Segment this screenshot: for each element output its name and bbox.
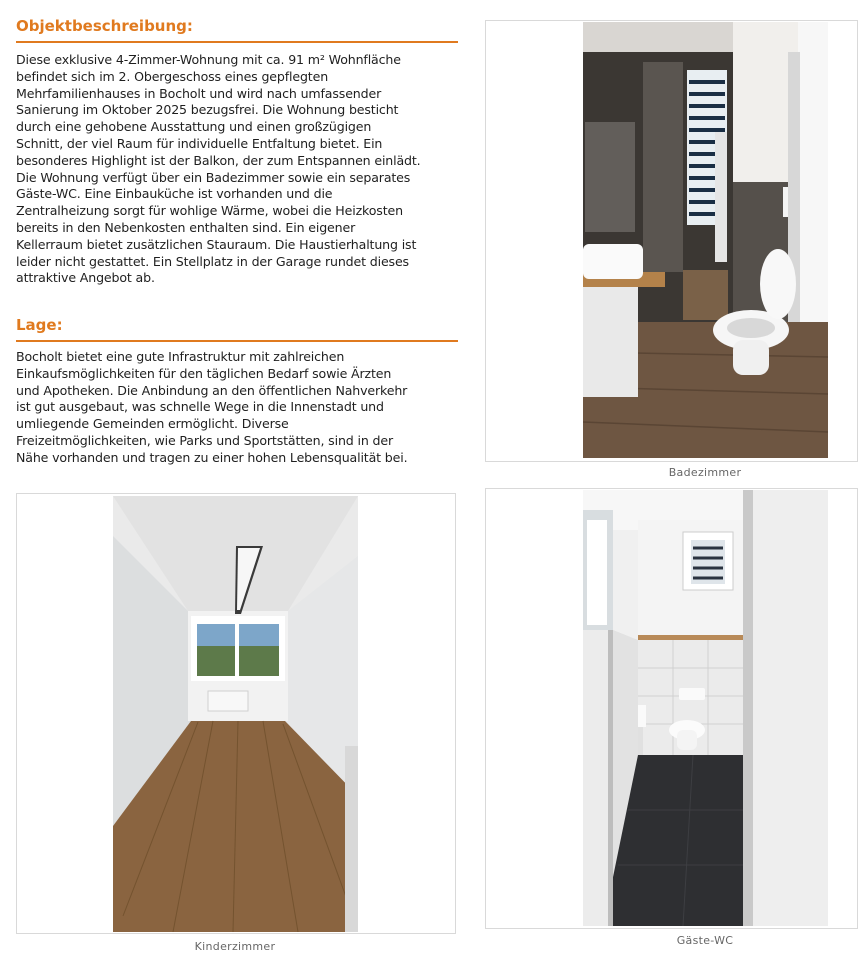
kids-room-photo [113, 496, 358, 932]
description-heading: Objektbeschreibung: [16, 17, 458, 43]
description-line: Kellerraum bietet zusätzlichen Stauraum. Die Haustierhaltung ist [16, 236, 417, 252]
location-line: Freizeitmöglichkeiten, wie Parks und Sportstätten, sind in der [16, 432, 393, 448]
description-line: Die Wohnung verfügt über ein Badezimmer sowie ein separates [16, 169, 411, 185]
description-line: bereits in den Nebenkosten enthalten sind. Ein eigener [16, 219, 356, 235]
description-line: Gäste-WC. Eine Einbauküche ist vorhanden und die [16, 186, 333, 202]
location-line: Nähe vorhanden und tragen zu einer hohen Lebensqualität bei. [16, 449, 408, 465]
description-line: Sanierung im Oktober 2025 bezugsfrei. Die Wohnung besticht [16, 102, 399, 118]
description-line: Diese exklusive 4-Zimmer-Wohnung mit ca. 91 m² Wohnfläche [16, 52, 401, 67]
description-line: besonderes Highlight ist der Balkon, der zum Entspannen einlädt. [16, 152, 421, 168]
location-line: umliegende Gemeinden ermöglicht. Diverse [16, 416, 289, 432]
location-line: Bocholt bietet eine gute Infrastruktur mit zahlreichen [16, 349, 345, 364]
bathroom-caption: Badezimmer [668, 466, 742, 479]
bathroom-photo [583, 22, 828, 458]
description-line: Mehrfamilienhauses in Bocholt und wird nach umfassender [16, 85, 382, 101]
description-line: durch eine gehobene Ausstattung und einen großzügigen [16, 119, 372, 135]
kids-room-caption: Kinderzimmer [194, 940, 276, 953]
location-text [16, 349, 461, 467]
guest-wc-photo [583, 490, 828, 926]
description-line: befindet sich im 2. Obergeschoss eines gepflegten [16, 68, 329, 84]
location-line: und Apotheken. Die Anbindung an den öffentlichen Nahverkehr [16, 382, 408, 398]
location-heading: Lage: [16, 316, 458, 342]
description-line: Zentralheizung sorgt für wohlige Wärme, wobei die Heizkosten [16, 203, 403, 219]
description-text [16, 52, 461, 287]
description-line: Schnitt, der viel Raum für individuelle Entfaltung bietet. Ein [16, 135, 383, 151]
guest-wc-caption: Gäste-WC [676, 934, 734, 947]
description-line: leider nicht gestattet. Ein Stellplatz in der Garage rundet dieses [16, 253, 409, 269]
description-line: attraktive Angebot ab. [16, 270, 155, 286]
location-line: Einkaufsmöglichkeiten für den täglichen Bedarf sowie Ärzten [16, 365, 392, 381]
location-line: ist gut ausgebaut, was schnelle Wege in die Innenstadt und [16, 399, 384, 415]
